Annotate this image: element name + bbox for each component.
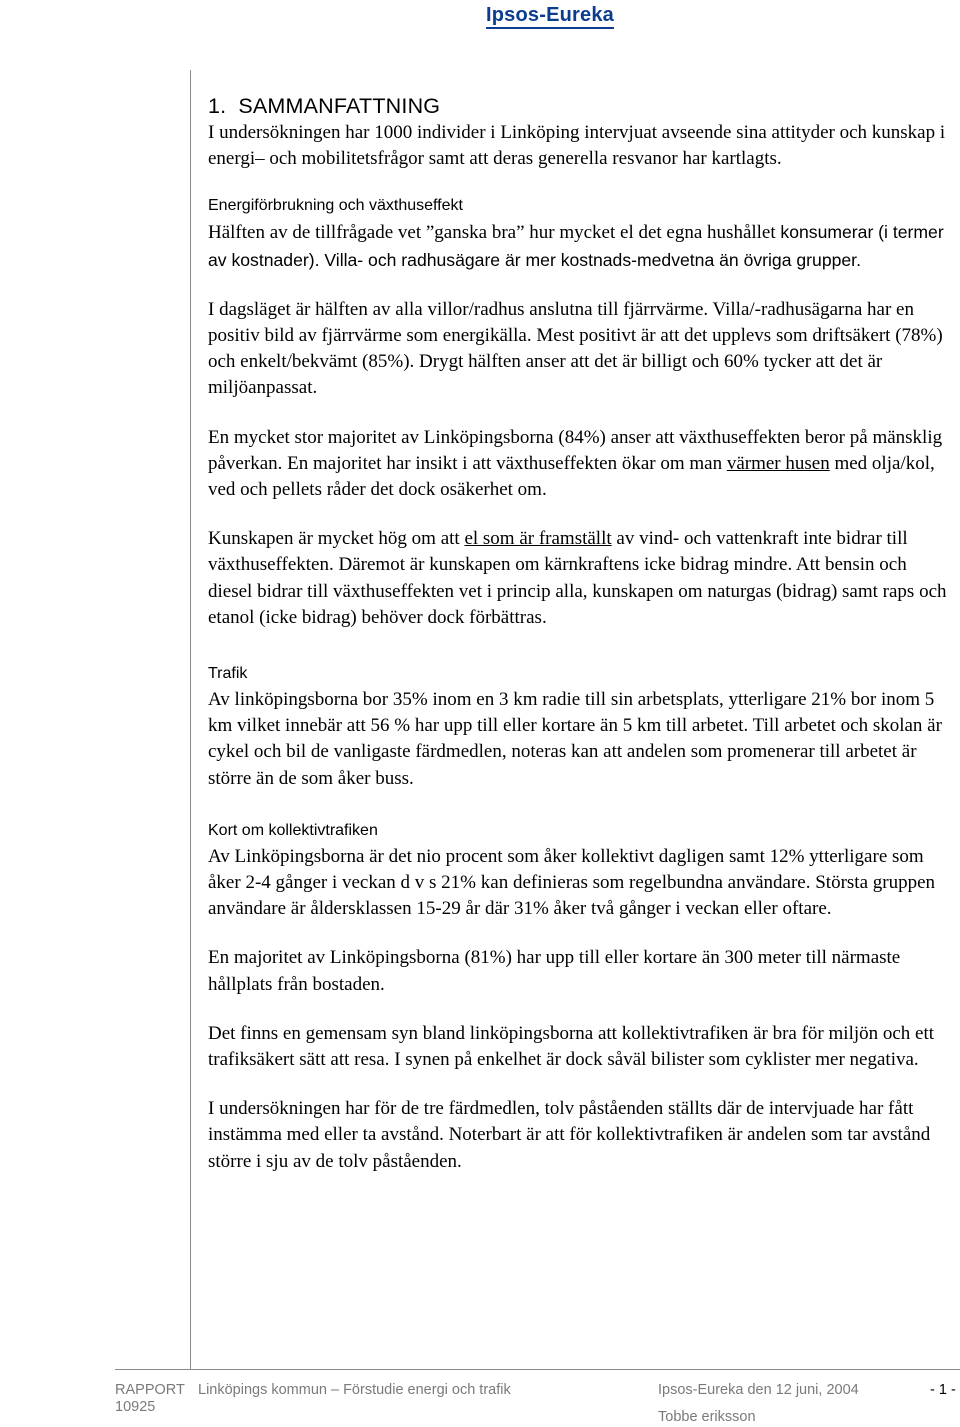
section-number: 1. bbox=[208, 94, 227, 118]
traffic-paragraph-1: Av linköpingsborna bor 35% inom en 3 km radie till sin arbetsplats, ytterligare 21% bor inom 5 km vilket innebär att 56 % har upp till eller kortare än 5 km till arbetet. Till arbetet och skolan är cykel och bil de vanligaste färdmedlen, noteras kan att andelen som promenerar till arbetet är större än de som åker buss. bbox=[208, 689, 942, 789]
footer-author: Tobbe eriksson bbox=[658, 1409, 756, 1425]
energy-p1-serif: Hälften av de tillfrågade vet ”ganska bra” hur mycket el det egna hushållet bbox=[208, 222, 781, 244]
transit-paragraph-2: En majoritet av Linköpingsborna (81%) har upp till eller kortare än 300 meter till närmaste hållplats från bostaden. bbox=[208, 947, 901, 995]
transit-paragraph-1: Av Linköpingsborna är det nio procent som åker kollektivt dagligen samt 12% ytterligare som åker 2-4 gånger i veckan d v s 21% kan definieras som regelbundna användare. Största gruppen användare är åldersklassen 15-29 år där 31% åker två gånger i veckan eller oftare. bbox=[208, 845, 936, 920]
energy-paragraph-4 bbox=[208, 526, 948, 631]
energy-p3-text-b: med olja/kol, ved och pellets råder det dock osäkerhet om. bbox=[208, 452, 935, 501]
traffic-heading: Trafik bbox=[208, 665, 248, 683]
page-number: - 1 - bbox=[930, 1382, 956, 1398]
footer-report-number: 10925 bbox=[115, 1399, 156, 1415]
transit-heading: Kort om kollektivtrafiken bbox=[208, 821, 378, 839]
intro-paragraph: I undersökningen har 1000 individer i Linköping intervjuat avseende sina attityder och kunskap i energi– och mobilitetsfrågor samt att deras generella resvanor har kartlagts. bbox=[208, 122, 946, 170]
energy-p4-text-b: av vind- och vattenkraft inte bidrar till växthuseffekten. Däremot är kunskapen om kärnkraftens icke bidrag mindre. Att bensin och diesel bidrar till växthuseffekten vet i princip alla, kunskapen om naturgas (bidrag) samt raps och etanol (icke bidrag) behöver dock förbättras. bbox=[208, 528, 947, 628]
margin-rule bbox=[190, 70, 191, 1370]
energy-p1-sans: konsumerar (i termer av kostnader). Villa- och radhusägare är mer kostnads-medvetna än övriga grupper. bbox=[208, 222, 944, 270]
energy-paragraph-1 bbox=[208, 219, 948, 273]
transit-paragraph-3: Det finns en gemensam syn bland linköpingsborna att kollektivtrafiken är bra för miljön och ett trafiksäkert sätt att resa. I synen på enkelhet är dock såväl bilister som cyklister mer negativa. bbox=[208, 1022, 935, 1071]
section-title: SAMMANFATTNING bbox=[238, 94, 441, 118]
energy-p3-underlined: värmer husen bbox=[726, 452, 830, 474]
company-logo: Ipsos-Eureka bbox=[486, 4, 614, 29]
footer-org-date: Ipsos-Eureka den 12 juni, 2004 bbox=[658, 1382, 859, 1398]
footer-report-label: RAPPORT bbox=[115, 1382, 185, 1398]
footer-rule bbox=[115, 1369, 960, 1370]
energy-heading: Energiförbrukning och växthuseffekt bbox=[208, 197, 463, 215]
energy-p4-underlined: el som är framställt bbox=[464, 528, 612, 550]
energy-paragraph-2: I dagsläget är hälften av alla villor/radhus anslutna till fjärrvärme. Villa/-radhusägarna har en positiv bild av fjärrvärme som energikälla. Mest positivt är att det upplevs som driftsäkert (78%) och enkelt/bekvämt (85%). Drygt hälften anser att det är billigt och 60% tycker att det är miljöanpassat. bbox=[208, 298, 943, 399]
energy-p4-text-a: Kunskapen är mycket hög om att bbox=[208, 528, 465, 550]
transit-paragraph-4: I undersökningen har för de tre färdmedlen, tolv påståenden ställts där de intervjuade har fått instämma med eller ta avstånd. Noterbart är att för kollektivtrafiken är andelen som tar avstånd större i sju av de tolv påståenden. bbox=[208, 1098, 931, 1172]
page-content bbox=[208, 92, 948, 1175]
energy-paragraph-3 bbox=[208, 425, 948, 504]
footer-report-title: Linköpings kommun – Förstudie energi och trafik bbox=[198, 1382, 511, 1398]
energy-p3-text-a: En mycket stor majoritet av Linköpingsborna (84%) anser att växthuseffekten beror på mänsklig påverkan. En majoritet har insikt i att växthuseffekten ökar om man bbox=[208, 426, 943, 474]
section-heading bbox=[208, 92, 948, 120]
